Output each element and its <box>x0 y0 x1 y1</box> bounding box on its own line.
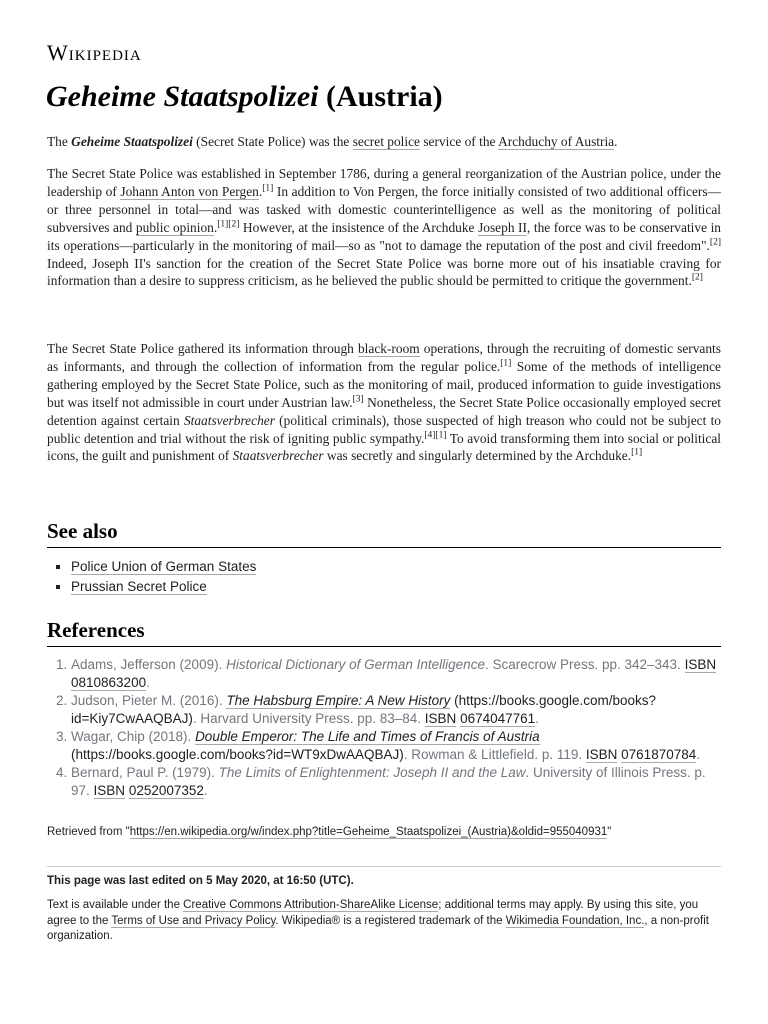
text: . University of Illinois Press. p. 97. <box>71 765 706 798</box>
text: Judson, Pieter M. (2016). <box>71 693 227 708</box>
citation-3[interactable]: [3] <box>352 394 364 405</box>
text: Bernard, Paul P. (1979). <box>71 765 219 780</box>
citation-1[interactable]: [1] <box>500 358 512 369</box>
text: . <box>614 134 618 149</box>
ref-url: (https://books.google.com/books?id=Kiy7CwAAQBAJ) <box>71 693 657 726</box>
text: . Wikipedia® is a registered trademark of the <box>275 914 506 927</box>
references-list <box>47 656 721 800</box>
text: In addition to Von Pergen, the force initially consisted of two additional officers—or three personnel in total—and was tasked with domestic counterintelligence as well as the monitoring of political subversives and <box>47 183 721 235</box>
citation-2[interactable]: [2] <box>709 237 721 248</box>
text: . <box>696 747 701 762</box>
ref-title-link[interactable] <box>195 729 540 745</box>
isbn-link[interactable]: ISBN <box>684 657 717 672</box>
text: service of the <box>420 134 499 149</box>
text: ; additional terms may apply. By using this site, you agree to the <box>47 899 699 927</box>
text: . <box>203 783 208 798</box>
references-heading: References <box>47 617 721 647</box>
license-text <box>47 898 721 945</box>
ref-url: (https://books.google.com/books?id=WT9xDwAAQBAJ) <box>71 747 404 762</box>
text: . <box>146 675 150 690</box>
link-police-union[interactable]: Police Union of German States <box>71 559 257 574</box>
text: . Scarecrow Press. pp. 342–343. <box>484 657 685 672</box>
citation-1[interactable]: [1] <box>262 183 274 194</box>
text: operations, through the recruiting of domestic servants as informants, and through the collection of information from the regular police. <box>47 341 721 374</box>
ref-title: Historical Dictionary of German Intelligence <box>226 657 485 672</box>
italic-term: Staatsverbrecher <box>232 448 324 464</box>
paragraph-1 <box>47 133 721 151</box>
paragraph-2: The Secret State Police was established in September 1786, during a general reorganization of the Austrian police, under the leadership of Johann Anton von Pergen.[1] In addition to Von Pergen, the force initially consisted of two additional officers—or three personnel in total—and was tasked with domestic counterintelligence as well as the monitoring of political subversives and public opinion.[1][2] However, at the insistence of the Archduke Joseph II, the force was to be conservative in its operations—particularly in the monitoring of mail—so as "not to damage the reputation of the post and civil freedom".[2] Indeed, Joseph II's sanction for the creation of the Secret State Police was borne more out of his insatiable craving for information than a desire to suppress criticism, as he believed the public should be permitted to critique the government.[2] <box>47 166 721 289</box>
wikipedia-wordmark[interactable]: Wikipedia <box>47 40 142 65</box>
last-edited: This page was last edited on 5 May 2020, at 16:50 (UTC). <box>47 875 354 887</box>
text: The Secret State Police gathered its information through <box>47 341 358 356</box>
isbn-link[interactable]: ISBN <box>424 711 457 726</box>
text: The Secret State Police was established in September 1786, during a general reorganization of the Austrian police, under the leadership of <box>47 166 721 199</box>
ref-title: Double Emperor: The Life and Times of Francis of Austria <box>195 729 540 744</box>
link-black-room[interactable]: black-room <box>357 341 420 356</box>
reference-item <box>71 764 721 800</box>
citation-2b[interactable]: [2] <box>691 272 703 283</box>
italic-term: Staatsverbrecher <box>183 412 275 428</box>
reference-item <box>71 692 721 728</box>
text: Wagar, Chip (2018). <box>71 729 196 744</box>
isbn-link[interactable]: ISBN <box>93 783 126 798</box>
citation-1b[interactable]: [1] <box>631 447 643 458</box>
text: Indeed, Joseph II's sanction for the creation of the Secret State Police was borne more out of his insatiable craving for information than a desire to suppress criticism, as he believed the public should be permitted to critique the government. <box>47 255 721 289</box>
text: . Rowman & Littlefield. p. 119. <box>403 747 586 762</box>
page-title-rest: (Austria) <box>318 80 443 113</box>
retrieved-url-link[interactable]: https://en.wikipedia.org/w/index.php?title=Geheime_Staatspolizei_(Austria)&oldid=955040931 <box>129 826 608 838</box>
isbn-link[interactable]: ISBN <box>585 747 618 762</box>
page-title <box>46 78 443 116</box>
see-also-heading: See also <box>47 518 721 548</box>
paragraph-3 <box>47 340 721 465</box>
text: However, at the insistence of the Archduke <box>239 219 479 235</box>
text: , the force was to be conservative in its operations—particularly in the monitoring of mail—so as "not to damage the reputation of the post and civil freedom". <box>47 219 721 253</box>
text: . Harvard University Press. pp. 83–84. <box>192 711 425 726</box>
see-also-list <box>47 557 721 597</box>
cc-license-link[interactable]: Creative Commons Attribution-ShareAlike License <box>183 899 439 911</box>
text: was secretly and singularly determined by the Archduke. <box>323 448 632 464</box>
wikimedia-foundation-link[interactable]: Wikimedia Foundation, Inc. <box>505 914 645 927</box>
text: (political criminals), those suspected of high treason who could not be subject to public detention and trial without the risk of igniting public sympathy. <box>47 412 721 446</box>
ref-title: The Habsburg Empire: A New History <box>226 693 451 708</box>
article-paragraph-3 <box>47 340 721 465</box>
text: To avoid transforming them into social or political icons, the guilt and punishment of <box>47 430 721 464</box>
article-intro <box>47 133 721 151</box>
link-joseph-ii[interactable]: Joseph II <box>478 219 527 235</box>
isbn-number-link[interactable]: 0761870784 <box>621 747 697 762</box>
bold-term: Geheime Staatspolizei <box>71 134 193 149</box>
text: Adams, Jefferson (2009). <box>71 657 227 672</box>
article-paragraph-2 <box>47 165 721 290</box>
page-title-italic: Geheime Staatspolizei <box>46 80 319 113</box>
text: , a non-profit organization. <box>47 914 709 942</box>
link-prussian-secret-police[interactable]: Prussian Secret Police <box>71 579 207 594</box>
terms-of-use-link[interactable]: Terms of Use and Privacy Policy <box>111 914 276 927</box>
footer-divider <box>47 866 721 867</box>
link-johann-anton-von-pergen[interactable]: Johann Anton von Pergen <box>120 183 259 199</box>
isbn-number-link[interactable]: 0810863200 <box>71 675 147 690</box>
reference-item <box>71 656 721 692</box>
text: Retrieved from " <box>47 826 130 838</box>
citation-4-1[interactable]: [4][1] <box>424 430 447 441</box>
isbn-number-link[interactable]: 0674047761 <box>460 711 536 726</box>
isbn-number-link[interactable]: 0252007352 <box>128 783 204 798</box>
retrieved-from <box>47 826 611 838</box>
link-secret-police[interactable]: secret police <box>352 134 420 149</box>
citation-1-2[interactable]: [1][2] <box>217 219 240 230</box>
list-item <box>71 577 721 597</box>
ref-title: The Limits of Enlightenment: Joseph II and the Law <box>218 765 526 780</box>
text: Some of the methods of intelligence gathering employed by the Secret State Police, such as the monitoring of mail, produced information to guide investigations but was itself not admissible in court under Austrian law. <box>47 358 721 410</box>
text: . <box>535 711 539 726</box>
reference-item <box>71 728 721 764</box>
text: (Secret State Police) was the <box>192 134 353 149</box>
ref-title-link[interactable] <box>226 693 450 709</box>
text: The <box>47 134 72 149</box>
link-public-opinion[interactable]: public opinion <box>135 219 214 235</box>
text: Nonetheless, the Secret State Police occasionally employed secret detention against certain <box>47 394 721 428</box>
list-item <box>71 557 721 577</box>
text: " <box>607 826 612 838</box>
link-archduchy-of-austria[interactable]: Archduchy of Austria <box>498 134 615 149</box>
text: Text is available under the <box>47 899 184 911</box>
